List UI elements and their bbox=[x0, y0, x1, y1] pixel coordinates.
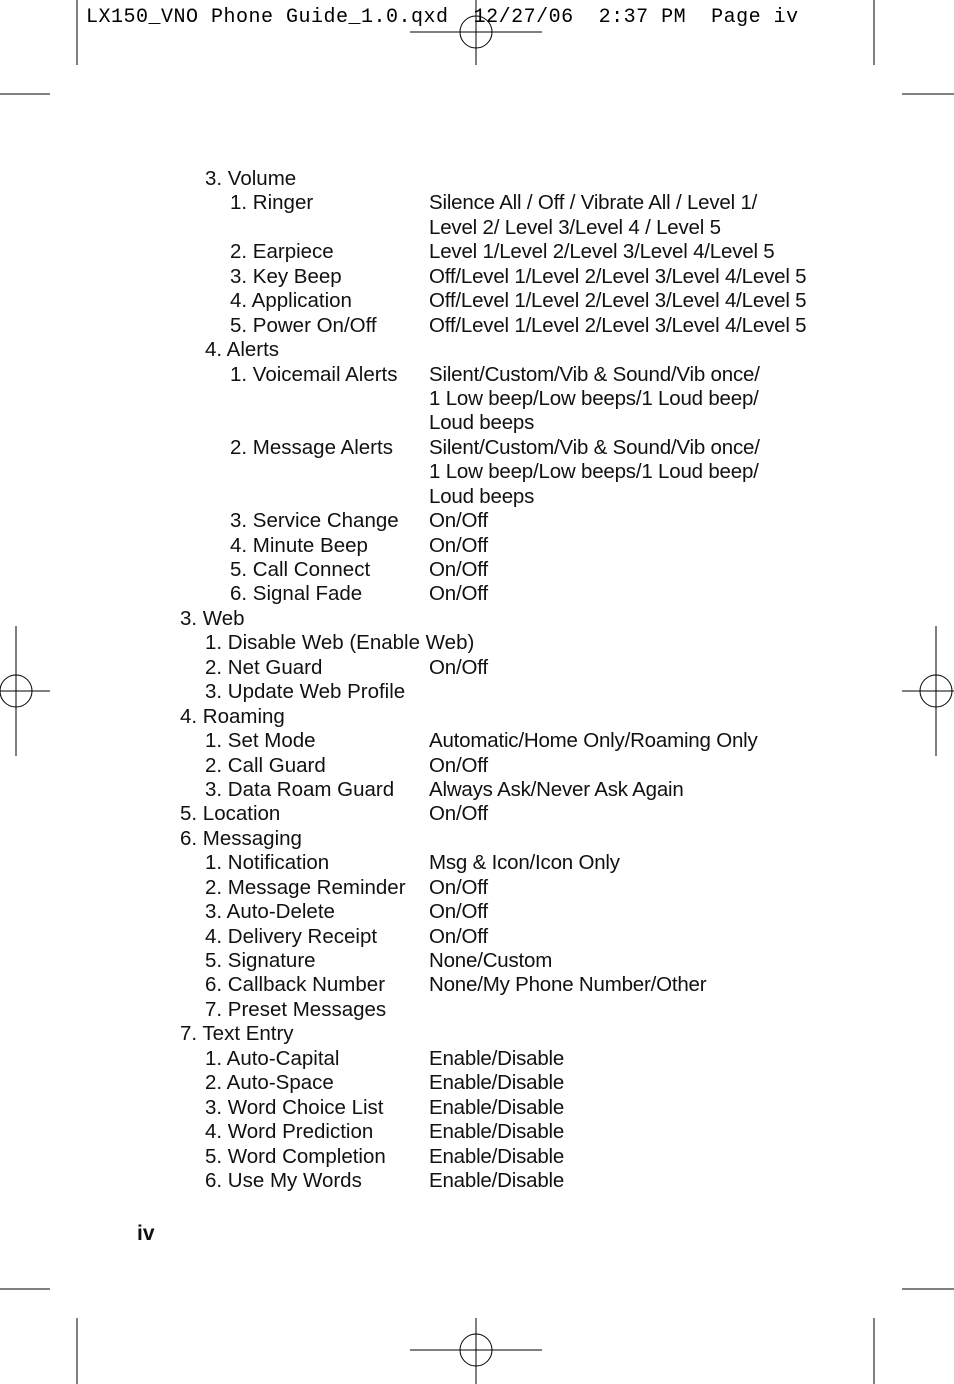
menu-row bbox=[0, 1022, 954, 1046]
menu-item-label: 4. Alerts bbox=[205, 338, 280, 362]
menu-item-options: Loud beeps bbox=[429, 484, 535, 508]
menu-item-label: 3. Word Choice List bbox=[205, 1095, 384, 1119]
menu-item-options: Silent/Custom/Vib & Sound/Vib once/ bbox=[429, 435, 760, 459]
menu-item-options: Msg & Icon/Icon Only bbox=[429, 851, 620, 875]
menu-item-options: Always Ask/Never Ask Again bbox=[429, 777, 684, 801]
menu-row bbox=[0, 607, 954, 631]
menu-row bbox=[0, 802, 954, 826]
menu-item-options: Level 2/ Level 3/Level 4 / Level 5 bbox=[429, 215, 721, 239]
menu-row bbox=[0, 167, 954, 191]
menu-item-label: 5. Word Completion bbox=[205, 1144, 386, 1168]
menu-row bbox=[0, 778, 954, 802]
menu-item-options: 1 Low beep/Low beeps/1 Loud beep/ bbox=[429, 386, 759, 410]
menu-row bbox=[0, 1145, 954, 1169]
menu-row bbox=[0, 582, 954, 606]
menu-row bbox=[0, 191, 954, 215]
menu-item-options: Enable/Disable bbox=[429, 1120, 565, 1144]
menu-item-options: Enable/Disable bbox=[429, 1046, 565, 1070]
menu-item-options: Enable/Disable bbox=[429, 1071, 565, 1095]
menu-item-label: 3. Volume bbox=[205, 167, 297, 190]
menu-item-label: 6. Use My Words bbox=[205, 1168, 362, 1192]
menu-row bbox=[0, 631, 954, 655]
menu-item-label: 1. Notification bbox=[205, 851, 330, 875]
menu-item-options: On/Off bbox=[429, 924, 488, 948]
menu-item-options: Off/Level 1/Level 2/Level 3/Level 4/Level 5 bbox=[429, 289, 807, 313]
menu-item-options: Automatic/Home Only/Roaming Only bbox=[429, 729, 758, 753]
menu-row bbox=[0, 363, 954, 387]
menu-item-label: 5. Location bbox=[180, 802, 281, 826]
menu-item-label: 1. Ringer bbox=[230, 191, 314, 215]
menu-item-options: On/Off bbox=[429, 509, 488, 533]
menu-item-label: 6. Signal Fade bbox=[230, 582, 363, 606]
menu-item-label: 2. Message Alerts bbox=[230, 435, 393, 459]
menu-item-options: On/Off bbox=[429, 655, 488, 679]
menu-item-label: 4. Minute Beep bbox=[230, 533, 368, 557]
menu-row bbox=[0, 705, 954, 729]
menu-item-options: On/Off bbox=[429, 875, 488, 899]
menu-item-options: Silent/Custom/Vib & Sound/Vib once/ bbox=[429, 362, 760, 386]
menu-item-label: 2. Earpiece bbox=[230, 240, 334, 264]
menu-row bbox=[0, 925, 954, 949]
menu-row bbox=[0, 1071, 954, 1095]
menu-item-label: 1. Set Mode bbox=[205, 729, 316, 753]
menu-item-label: 4. Roaming bbox=[180, 704, 285, 728]
menu-row bbox=[0, 289, 954, 313]
menu-item-options: On/Off bbox=[429, 582, 488, 606]
menu-row bbox=[0, 827, 954, 851]
menu-item-options: Silence All / Off / Vibrate All / Level 1/ bbox=[429, 191, 758, 215]
menu-item-label: 3. Update Web Profile bbox=[205, 680, 406, 704]
menu-item-label: 1. Voicemail Alerts bbox=[230, 362, 398, 386]
menu-item-options: On/Off bbox=[429, 900, 488, 924]
menu-row bbox=[0, 1096, 954, 1120]
menu-item-label: 6. Messaging bbox=[180, 826, 302, 850]
menu-item-options: Enable/Disable bbox=[429, 1168, 565, 1192]
menu-row bbox=[0, 338, 954, 362]
menu-item-options: On/Off bbox=[429, 753, 488, 777]
menu-item-label: 3. Service Change bbox=[230, 509, 399, 533]
menu-item-label: 3. Auto-Delete bbox=[205, 900, 335, 924]
menu-item-options: None/Custom bbox=[429, 949, 553, 972]
menu-item-options: Level 1/Level 2/Level 3/Level 4/Level 5 bbox=[429, 240, 775, 264]
menu-item-options: On/Off bbox=[429, 533, 488, 557]
menu-item-options: On/Off bbox=[429, 558, 488, 581]
menu-row bbox=[0, 656, 954, 680]
menu-item-options: 1 Low beep/Low beeps/1 Loud beep/ bbox=[429, 460, 759, 484]
menu-item-label: 6. Callback Number bbox=[205, 973, 386, 997]
menu-item-options: On/Off bbox=[429, 802, 488, 826]
menu-item-label: 5. Call Connect bbox=[230, 558, 371, 581]
menu-row bbox=[0, 314, 954, 338]
menu-item-options: Off/Level 1/Level 2/Level 3/Level 4/Level 5 bbox=[429, 313, 807, 337]
menu-item-label: 7. Text Entry bbox=[180, 1022, 294, 1046]
menu-row bbox=[0, 387, 954, 411]
page-number: iv bbox=[137, 1222, 155, 1245]
menu-row bbox=[0, 998, 954, 1022]
menu-row bbox=[0, 754, 954, 778]
menu-row bbox=[0, 240, 954, 264]
menu-item-label: 1. Disable Web (Enable Web) bbox=[205, 631, 475, 655]
menu-item-label: 4. Delivery Receipt bbox=[205, 924, 378, 948]
menu-item-label: 4. Application bbox=[230, 289, 352, 313]
menu-row bbox=[0, 949, 954, 973]
menu-item-label: 2. Net Guard bbox=[205, 655, 323, 679]
menu-item-label: 5. Signature bbox=[205, 949, 316, 972]
menu-item-label: 3. Key Beep bbox=[230, 264, 342, 288]
menu-item-options: Enable/Disable bbox=[429, 1144, 565, 1168]
menu-row bbox=[0, 509, 954, 533]
menu-item-label: 3. Web bbox=[180, 606, 245, 630]
menu-row bbox=[0, 973, 954, 997]
menu-item-options: Off/Level 1/Level 2/Level 3/Level 4/Level 5 bbox=[429, 264, 807, 288]
menu-item-options: None/My Phone Number/Other bbox=[429, 973, 707, 997]
menu-item-label: 2. Auto-Space bbox=[205, 1071, 334, 1095]
menu-row bbox=[0, 876, 954, 900]
settings-menu-list bbox=[0, 167, 954, 1193]
menu-row bbox=[0, 216, 954, 240]
menu-row bbox=[0, 485, 954, 509]
menu-item-label: 2. Call Guard bbox=[205, 753, 326, 777]
menu-row bbox=[0, 680, 954, 704]
menu-row bbox=[0, 1047, 954, 1071]
menu-item-options: Loud beeps bbox=[429, 411, 535, 435]
menu-item-label: 5. Power On/Off bbox=[230, 313, 377, 337]
menu-row bbox=[0, 900, 954, 924]
menu-row bbox=[0, 851, 954, 875]
menu-row bbox=[0, 1169, 954, 1193]
menu-item-label: 2. Message Reminder bbox=[205, 875, 406, 899]
menu-item-label: 7. Preset Messages bbox=[205, 997, 387, 1021]
menu-row bbox=[0, 460, 954, 484]
menu-row bbox=[0, 534, 954, 558]
menu-item-label: 4. Word Prediction bbox=[205, 1120, 374, 1144]
menu-row bbox=[0, 729, 954, 753]
menu-row bbox=[0, 265, 954, 289]
menu-row bbox=[0, 1120, 954, 1144]
menu-item-options: Enable/Disable bbox=[429, 1095, 565, 1119]
menu-row bbox=[0, 436, 954, 460]
menu-item-label: 1. Auto-Capital bbox=[205, 1046, 340, 1070]
menu-row bbox=[0, 411, 954, 435]
menu-item-label: 3. Data Roam Guard bbox=[205, 777, 395, 801]
print-slug: LX150_VNO Phone Guide_1.0.qxd 12/27/06 2:37 PM Page iv bbox=[86, 6, 799, 29]
menu-row bbox=[0, 558, 954, 582]
